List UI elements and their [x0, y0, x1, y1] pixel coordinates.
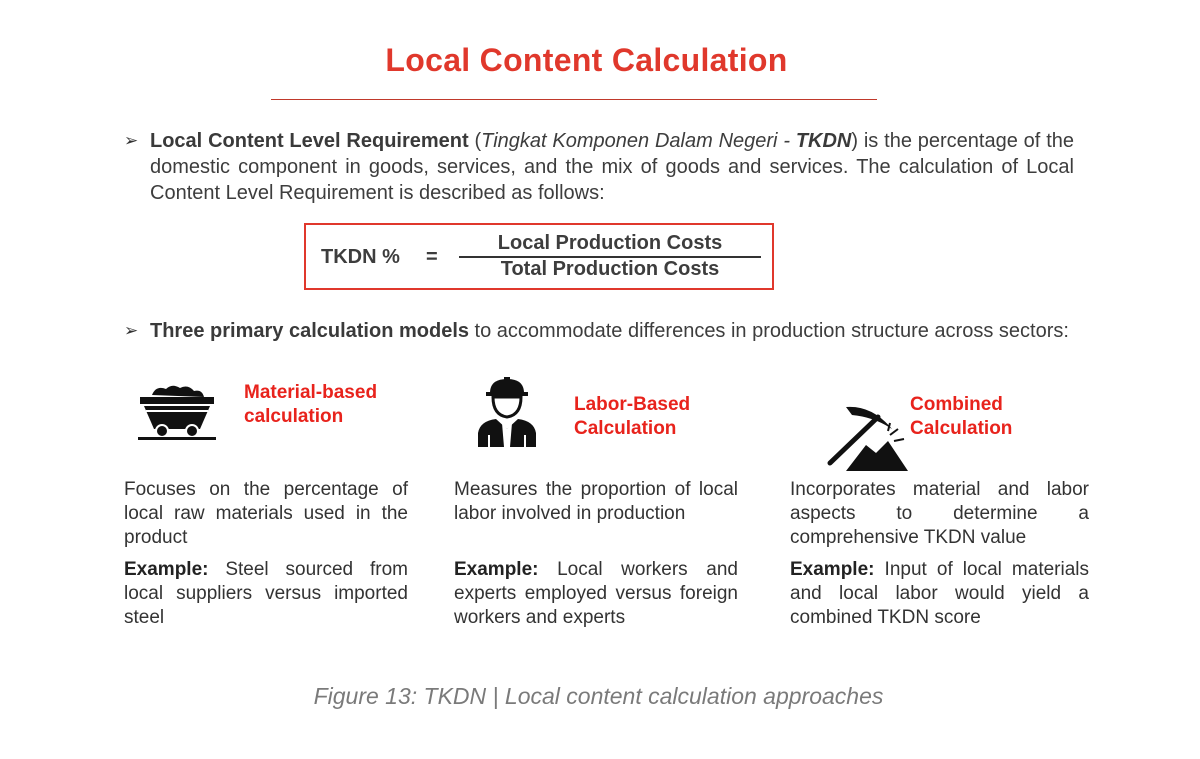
model-title: Combined Calculation — [910, 394, 1013, 439]
bullet-bold-term: Three primary calculation models — [150, 320, 469, 342]
model-description: Incorporates material and labor aspects to determine a comprehensive TKDN value — [790, 479, 1089, 548]
bullet-bold-term: Local Content Level Requirement — [150, 130, 469, 152]
open-paren: ( — [468, 130, 482, 152]
model-example — [790, 558, 1089, 630]
example-text: Local workers and experts employed versus foreign workers and experts — [454, 559, 738, 628]
bullet-tkdn-definition — [124, 128, 1074, 206]
model-title: Labor-Based Calculation — [574, 394, 691, 439]
example-label: Example: — [454, 559, 539, 580]
arrow-bullet-icon: ➢ — [124, 321, 139, 340]
mine-cart-icon — [136, 383, 218, 443]
formula-denominator: Total Production Costs — [500, 258, 720, 280]
model-example — [124, 558, 408, 630]
example-label: Example: — [790, 559, 875, 580]
bullet-body: ) is the percentage of the domestic component in goods, services, and the mix of goods and services. The calculation of Local Content Level Requirement is described as follows: — [150, 130, 1074, 204]
title-divider — [271, 99, 877, 100]
pickaxe-icon — [826, 401, 910, 473]
formula-equals: = — [426, 246, 438, 268]
bullet-italic-term: Tingkat Komponen Dalam Negeri - — [481, 130, 796, 152]
formula-lhs: TKDN % — [321, 246, 400, 268]
arrow-bullet-icon: ➢ — [124, 131, 139, 150]
model-example — [454, 558, 738, 630]
model-description: Focuses on the percentage of local raw materials used in the product — [124, 479, 408, 548]
worker-icon — [476, 375, 538, 449]
model-description: Measures the proportion of local labor involved in production — [454, 479, 738, 524]
bullet-text — [150, 128, 1074, 206]
example-text: Steel sourced from local suppliers versus imported steel — [124, 559, 408, 628]
bullet-body: to accommodate differences in production structure across sectors: — [469, 320, 1069, 342]
bullet-calculation-models — [124, 318, 1074, 344]
example-label: Example: — [124, 559, 209, 580]
model-title: Material-based calculation — [244, 382, 378, 427]
bullet-acronym: TKDN — [795, 130, 852, 152]
formula-box — [304, 223, 774, 290]
example-text: Input of local materials and local labor would yield a combined TKDN score — [790, 559, 1089, 628]
formula-numerator: Local Production Costs — [497, 232, 723, 254]
page-title: Local Content Calculation — [385, 42, 788, 78]
figure-caption: Figure 13: TKDN | Local content calculation approaches — [313, 683, 884, 709]
bullet-text — [150, 318, 1074, 344]
